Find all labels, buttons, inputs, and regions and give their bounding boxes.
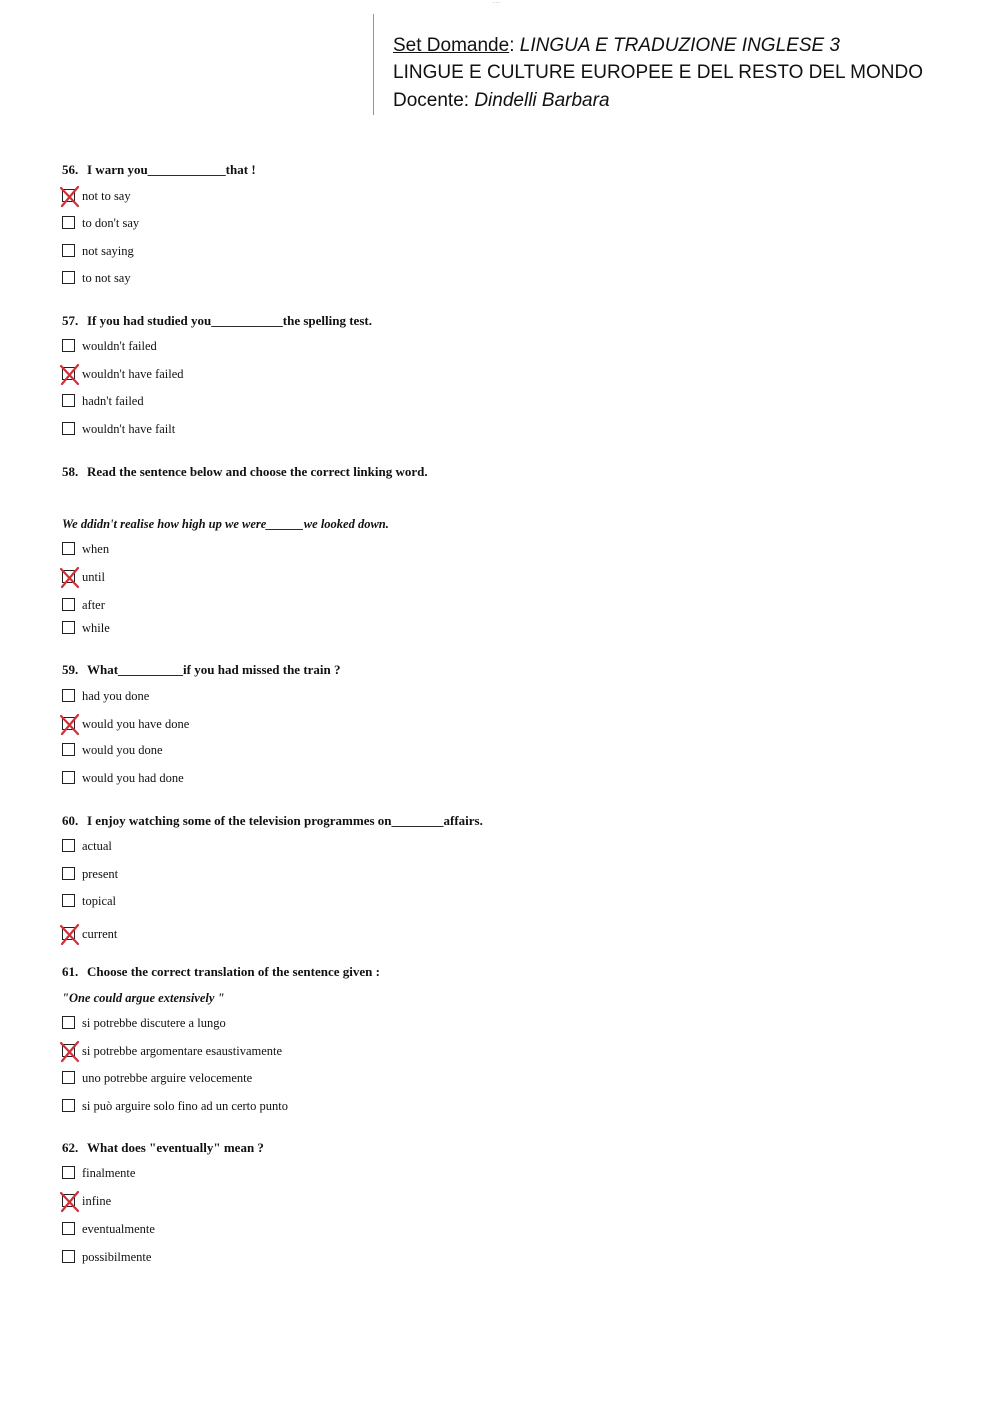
question-text: What does "eventually" mean ? <box>87 1140 264 1155</box>
question-text: I enjoy watching some of the television programmes on________affairs. <box>87 813 483 828</box>
question-number: 56. <box>62 162 79 177</box>
header-set-line <box>393 35 840 57</box>
question-text: I warn you____________that ! <box>87 162 256 177</box>
answer-checkbox[interactable] <box>62 743 75 756</box>
answer-checkbox[interactable] <box>62 422 75 435</box>
answer-checkbox[interactable] <box>62 1071 75 1084</box>
question-title <box>62 162 942 178</box>
answer-checkbox[interactable] <box>62 394 75 407</box>
degree-name: LINGUE E CULTURE EUROPEE E DEL RESTO DEL MONDO <box>393 62 923 83</box>
question-number: 62. <box>62 1140 79 1155</box>
answer-label: not to say <box>82 189 131 203</box>
question-57 <box>62 313 942 436</box>
question-number: 61. <box>62 964 79 979</box>
answer-label: not saying <box>82 244 134 258</box>
answer-checkbox[interactable] <box>62 1016 75 1029</box>
answer-label: to don't say <box>82 216 140 230</box>
answer-label: would you had done <box>82 771 184 785</box>
answer-checkbox-checked[interactable] <box>62 189 75 202</box>
question-number: 58. <box>62 464 79 479</box>
teacher-name: Dindelli Barbara <box>474 90 610 111</box>
question-text: Choose the correct translation of the sentence given : <box>87 964 380 979</box>
answer-checkbox[interactable] <box>62 689 75 702</box>
answer-label: si può arguire solo fino ad un certo punto <box>82 1099 288 1113</box>
question-number: 59. <box>62 662 79 677</box>
cross-mark-icon <box>59 364 81 386</box>
answer-checkbox[interactable] <box>62 216 75 229</box>
answer-label: would you have done <box>82 717 190 731</box>
answer-checkbox[interactable] <box>62 1250 75 1263</box>
cross-mark-icon <box>59 186 81 208</box>
answer-label: wouldn't failed <box>82 339 157 353</box>
set-label: Set Domande <box>393 35 510 56</box>
answer-label: had you done <box>82 689 150 703</box>
question-text: Read the sentence below and choose the correct linking word. <box>87 464 428 479</box>
answer-label: wouldn't have failt <box>82 422 176 436</box>
answer-checkbox[interactable] <box>62 621 75 634</box>
answer-checkbox[interactable] <box>62 894 75 907</box>
header-colon: : <box>509 35 520 56</box>
cross-mark-icon <box>59 714 81 736</box>
question-sentence: We ddidn't realise how high up we were______we looked down. <box>62 517 389 531</box>
cross-mark-icon <box>59 924 81 946</box>
answer-checkbox[interactable] <box>62 244 75 257</box>
answer-label: current <box>82 927 118 941</box>
answer-checkbox-checked[interactable] <box>62 927 75 940</box>
cross-mark-icon <box>59 567 81 589</box>
answer-label: si potrebbe argomentare esaustivamente <box>82 1044 283 1058</box>
answer-label: to not say <box>82 271 131 285</box>
page-marker: ····· <box>492 0 501 6</box>
answer-label: would you done <box>82 743 163 757</box>
answer-checkbox[interactable] <box>62 598 75 611</box>
answer-label: after <box>82 598 105 612</box>
question-number: 60. <box>62 813 79 828</box>
answer-label: eventualmente <box>82 1222 155 1236</box>
question-sentence: "One could argue extensively " <box>62 991 225 1005</box>
question-60 <box>62 813 942 941</box>
answer-checkbox[interactable] <box>62 542 75 555</box>
answer-checkbox-checked[interactable] <box>62 367 75 380</box>
answer-checkbox[interactable] <box>62 339 75 352</box>
question-title <box>62 1140 942 1156</box>
answer-label: wouldn't have failed <box>82 367 184 381</box>
question-title <box>62 964 942 980</box>
question-56 <box>62 162 942 285</box>
answer-label: finalmente <box>82 1166 136 1180</box>
answer-label: actual <box>82 839 112 853</box>
answer-label: topical <box>82 894 117 908</box>
answer-label: when <box>82 542 110 556</box>
answer-checkbox[interactable] <box>62 1166 75 1179</box>
answer-checkbox[interactable] <box>62 867 75 880</box>
question-text: If you had studied you___________the spelling test. <box>87 313 372 328</box>
answer-checkbox[interactable] <box>62 1099 75 1112</box>
answer-checkbox[interactable] <box>62 771 75 784</box>
question-text: What__________if you had missed the train ? <box>87 662 341 677</box>
question-title <box>62 464 942 480</box>
question-title <box>62 662 942 678</box>
question-number: 57. <box>62 313 79 328</box>
teacher-line <box>393 90 610 112</box>
answer-checkbox-checked[interactable] <box>62 1194 75 1207</box>
answer-checkbox-checked[interactable] <box>62 717 75 730</box>
question-title <box>62 313 942 329</box>
answer-label: hadn't failed <box>82 394 144 408</box>
answer-checkbox-checked[interactable] <box>62 570 75 583</box>
cross-mark-icon <box>59 1191 81 1213</box>
teacher-label: Docente: <box>393 90 475 111</box>
answer-label: uno potrebbe arguire velocemente <box>82 1071 253 1085</box>
answer-label: until <box>82 570 105 584</box>
cross-mark-icon <box>59 1041 81 1063</box>
answer-checkbox[interactable] <box>62 839 75 852</box>
answer-checkbox[interactable] <box>62 271 75 284</box>
answer-label: possibilmente <box>82 1250 152 1264</box>
question-58 <box>62 464 942 635</box>
question-62 <box>62 1140 942 1264</box>
question-title <box>62 813 942 829</box>
document-header <box>373 14 974 115</box>
answer-checkbox-checked[interactable] <box>62 1044 75 1057</box>
question-61 <box>62 964 942 1113</box>
answer-checkbox[interactable] <box>62 1222 75 1235</box>
answer-label: infine <box>82 1194 112 1208</box>
course-name: LINGUA E TRADUZIONE INGLESE 3 <box>519 35 841 56</box>
answer-label: si potrebbe discutere a lungo <box>82 1016 226 1030</box>
question-59 <box>62 662 942 785</box>
answer-label: present <box>82 867 119 881</box>
answer-label: while <box>82 621 110 635</box>
